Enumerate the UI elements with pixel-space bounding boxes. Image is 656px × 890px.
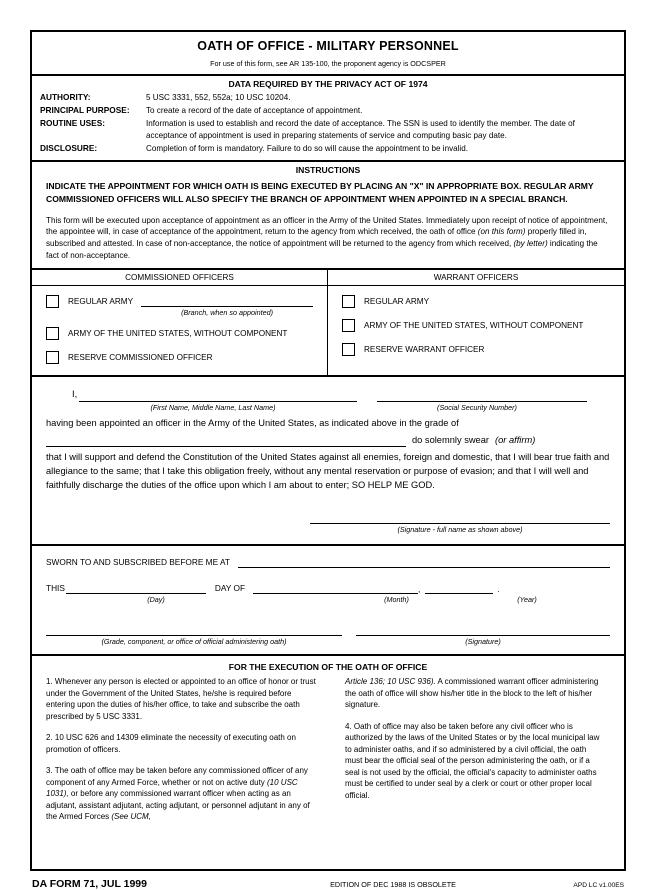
checkbox-row-reserve-warrant-officer[interactable] [328,343,624,356]
sworn-official-row [46,626,610,646]
sworn-location-row [46,556,610,568]
label-warrant-aus-without-component: ARMY OF THE UNITED STATES, WITHOUT COMPONENT [364,320,584,330]
this-label: THIS [46,583,65,594]
privacy-act-section [32,76,624,162]
execution-paragraph-3-part-1: 3. The oath of office may be taken before any commissioned officer of any component of any Armed Force, whether or not on active duty [46,766,308,787]
day-caption: (Day) [147,595,165,605]
execution-heading: FOR THE EXECUTION OF THE OATH OF OFFICE [228,662,428,673]
instructions-body [32,206,624,262]
sworn-location-input-line[interactable] [238,556,610,568]
name-caption: (First Name, Middle Name, Last Name) [150,402,276,412]
privacy-label-principal-purpose: PRINCIPAL PURPOSE: [40,105,130,116]
form-footer [30,878,626,890]
branch-caption: (Branch, when so appointed) [181,307,273,317]
label-warrant-regular-army: REGULAR ARMY [364,296,430,306]
oath-name-captions [46,403,610,414]
checkbox-warrant-aus-without-component[interactable] [342,319,355,332]
official-signature-column [356,626,610,646]
execution-paragraph-5: 4. Oath of office may also be taken before any civil officer who is authorized by the laws of the United States or by the local municipal law to administer oaths, and if so administered by a civil official, the oath must bear the official seal of the person administering the oath, or if a seal is not used by the official, the official's capacity to administer oaths must be certified to under seal by a clerk or court or other proper local official. [345,721,600,800]
title-block [32,32,624,76]
execution-paragraph-3-italic-1: (10 USC 1031), [46,777,298,799]
execution-columns [32,676,624,865]
instructions-body-part-1: This form will be executed upon acceptance of appointment as an officer in the Army of the United States. Immediately upon receipt of notice of appointment, the appointee will, in case of acceptance of the appointment, return to the agency from which received, the oath of office [46,215,608,237]
oath-body-text: that I will support and defend the Constitution of the United States against all enemies, foreign and domestic, that I will bear true faith and allegiance to the same; that I take this obligation freely, without any mental reservation or purpose of evasion; and that I will well and faithfully discharge the duties of the office upon which I am about to enter; SO HELP ME GOD. [46,451,610,491]
checkbox-reserve-commissioned-officer[interactable] [46,351,59,364]
execution-right-column [329,676,612,865]
branch-field-wrap [141,296,327,317]
oath-i-label: I, [72,388,78,399]
label-reserve-commissioned-officer: RESERVE COMMISSIONED OFFICER [68,352,213,362]
checkbox-commissioned-aus-without-component[interactable] [46,327,59,340]
page-title: OATH OF OFFICE - MILITARY PERSONNEL [197,39,459,53]
appointment-column-headers [32,270,624,286]
instructions-body-part-3: indicating the fact of non-acceptance. [46,239,598,260]
checkbox-commissioned-regular-army[interactable] [46,295,59,308]
official-grade-input-line[interactable] [46,626,342,636]
oath-name-row [46,387,610,402]
month-input-line[interactable] [253,582,421,595]
oath-grade-row [46,433,610,447]
checkbox-row-reserve-commissioned-officer[interactable] [32,351,327,364]
oath-signature-line[interactable] [310,512,610,524]
or-affirm-text: (or affirm) [495,434,536,445]
date-period: . [497,584,500,595]
privacy-act-heading: DATA REQUIRED BY THE PRIVACY ACT OF 1974 [228,79,428,89]
checkbox-row-warrant-regular-army[interactable] [328,295,624,308]
form-frame [30,30,626,871]
day-input-line[interactable] [66,582,206,594]
privacy-label-authority: AUTHORITY: [40,92,91,102]
commissioned-officers-header: COMMISSIONED OFFICERS [32,270,328,285]
label-reserve-warrant-officer: RESERVE WARRANT OFFICER [364,344,485,354]
oath-section [32,377,624,547]
appointment-columns [32,286,624,375]
execution-paragraph-3-italic-2: (See UCM, [111,812,151,822]
oath-signature-block [46,512,610,536]
official-signature-caption: (Signature) [465,637,501,647]
date-comma: , [418,584,421,595]
instructions-heading: INSTRUCTIONS [295,164,361,175]
warrant-officers-header: WARRANT OFFICERS [433,272,519,282]
privacy-row-routine-uses [32,118,624,142]
month-caption: (Month) [384,595,409,605]
year-input-line[interactable] [425,582,493,594]
checkbox-row-commissioned-aus-without-component[interactable] [32,327,327,340]
execution-spacer [345,811,612,865]
official-grade-column [46,626,342,646]
instructions-section [32,162,624,270]
official-grade-caption: (Grade, component, or office of official administering oath) [101,637,287,647]
ssn-input-line[interactable] [377,390,587,402]
instructions-bold-text: INDICATE THE APPOINTMENT FOR WHICH OATH IS BEING EXECUTED BY PLACING AN "X" IN APPROPRIATE BOX. REGULAR ARMY COMMISSIONED OFFICERS WILL ALSO SPECIFY THE BRANCH OF APPOINTMENT WHEN APPOINTED IN A SPECIAL BRANCH. [46,180,594,204]
appointment-selection-section [32,270,624,377]
edition-note: EDITION OF DEC 1988 IS OBSOLETE [330,880,456,890]
solemnly-swear-text: do solemnly swear [412,434,489,445]
grade-input-line[interactable] [46,434,406,447]
apd-version: APD LC v1.00ES [573,882,624,890]
privacy-row-principal-purpose [32,105,624,118]
privacy-row-authority [32,92,624,105]
checkbox-warrant-regular-army[interactable] [342,295,355,308]
form-subtitle: For use of this form, see AR 135-100, the proponent agency is ODCSPER [210,59,446,68]
execution-paragraph-1: 1. Whenever any person is elected or appointed to an office of honor or trust under the Government of the United States, he/she is required before entering upon the duties of his/her office, to take and subscribe the oath prescribed by 5 USC 3331. [46,677,316,721]
execution-paragraph-2: 2. 10 USC 626 and 14309 eliminate the necessity of executing oath on promotion of officers. [46,733,296,754]
privacy-row-disclosure [32,143,624,156]
oath-appointed-line: having been appointed an officer in the Army of the United States, as indicated above in the grade of [46,417,459,428]
instructions-body-italic-2: (by letter) [513,239,548,249]
label-commissioned-aus-without-component: ARMY OF THE UNITED STATES, WITHOUT COMPONENT [68,328,288,338]
privacy-text-principal-purpose: To create a record of the date of acceptance of appointment. [146,106,363,116]
execution-left-column [46,676,329,865]
checkbox-row-commissioned-regular-army[interactable] [32,295,327,316]
execution-paragraph-4-text: A commissioned warrant officer administering the oath of office will show his/her title in the block to the left of his/her signature. [345,677,599,710]
checkbox-reserve-warrant-officer[interactable] [342,343,355,356]
sworn-date-row [46,582,610,594]
form-number: DA FORM 71, JUL 1999 [32,878,147,890]
execution-paragraph-3-part-2: or before any commissioned warrant officer when acting as an adjutant, assistant adjutant, acting adjutant, or personnel adjutant in any of the Armed Forces [46,789,310,822]
label-commissioned-regular-army: REGULAR ARMY [68,296,134,306]
day-of-label: DAY OF [214,583,246,594]
instructions-body-part-2: properly filled in, subscribed and attested. In case of non-acceptance, the notice of appointment will be returned to the agency from which received, [46,227,587,249]
execution-paragraph-4 [345,676,612,711]
sworn-section [32,546,624,656]
sworn-date-captions [46,595,610,604]
instructions-body-italic-1: (on this form) [477,227,526,237]
warrant-officers-column [328,286,624,375]
checkbox-row-warrant-aus-without-component[interactable] [328,319,624,332]
year-caption: (Year) [517,595,537,605]
sworn-before-me-label: SWORN TO AND SUBSCRIBED BEFORE ME AT [46,557,230,568]
privacy-label-routine-uses: ROUTINE USES: [40,118,105,129]
privacy-text-authority: 5 USC 3331, 552, 552a; 10 USC 10204. [146,93,291,102]
branch-input-line[interactable] [141,296,313,307]
execution-paragraph-3 [46,765,329,823]
privacy-label-disclosure: DISCLOSURE: [40,142,98,153]
execution-article-reference: Article 136; 10 USC 936). [345,677,436,687]
name-input-line[interactable] [79,390,357,402]
privacy-text-routine-uses: Information is used to establish and record the date of acceptance. The SSN is used to identify the member. The date of acceptance of appointment is used in preparing statements of service and computing basic pay date. [146,119,575,140]
privacy-text-disclosure: Completion of form is mandatory. Failure to do so will cause the appointment to be invalid. [146,143,468,153]
form-page [30,30,626,890]
ssn-caption: (Social Security Number) [437,402,517,412]
oath-signature-caption: (Signature - full name as shown above) [397,525,523,535]
official-signature-input-line[interactable] [356,626,610,636]
commissioned-officers-column [32,286,328,375]
execution-section [32,656,624,869]
